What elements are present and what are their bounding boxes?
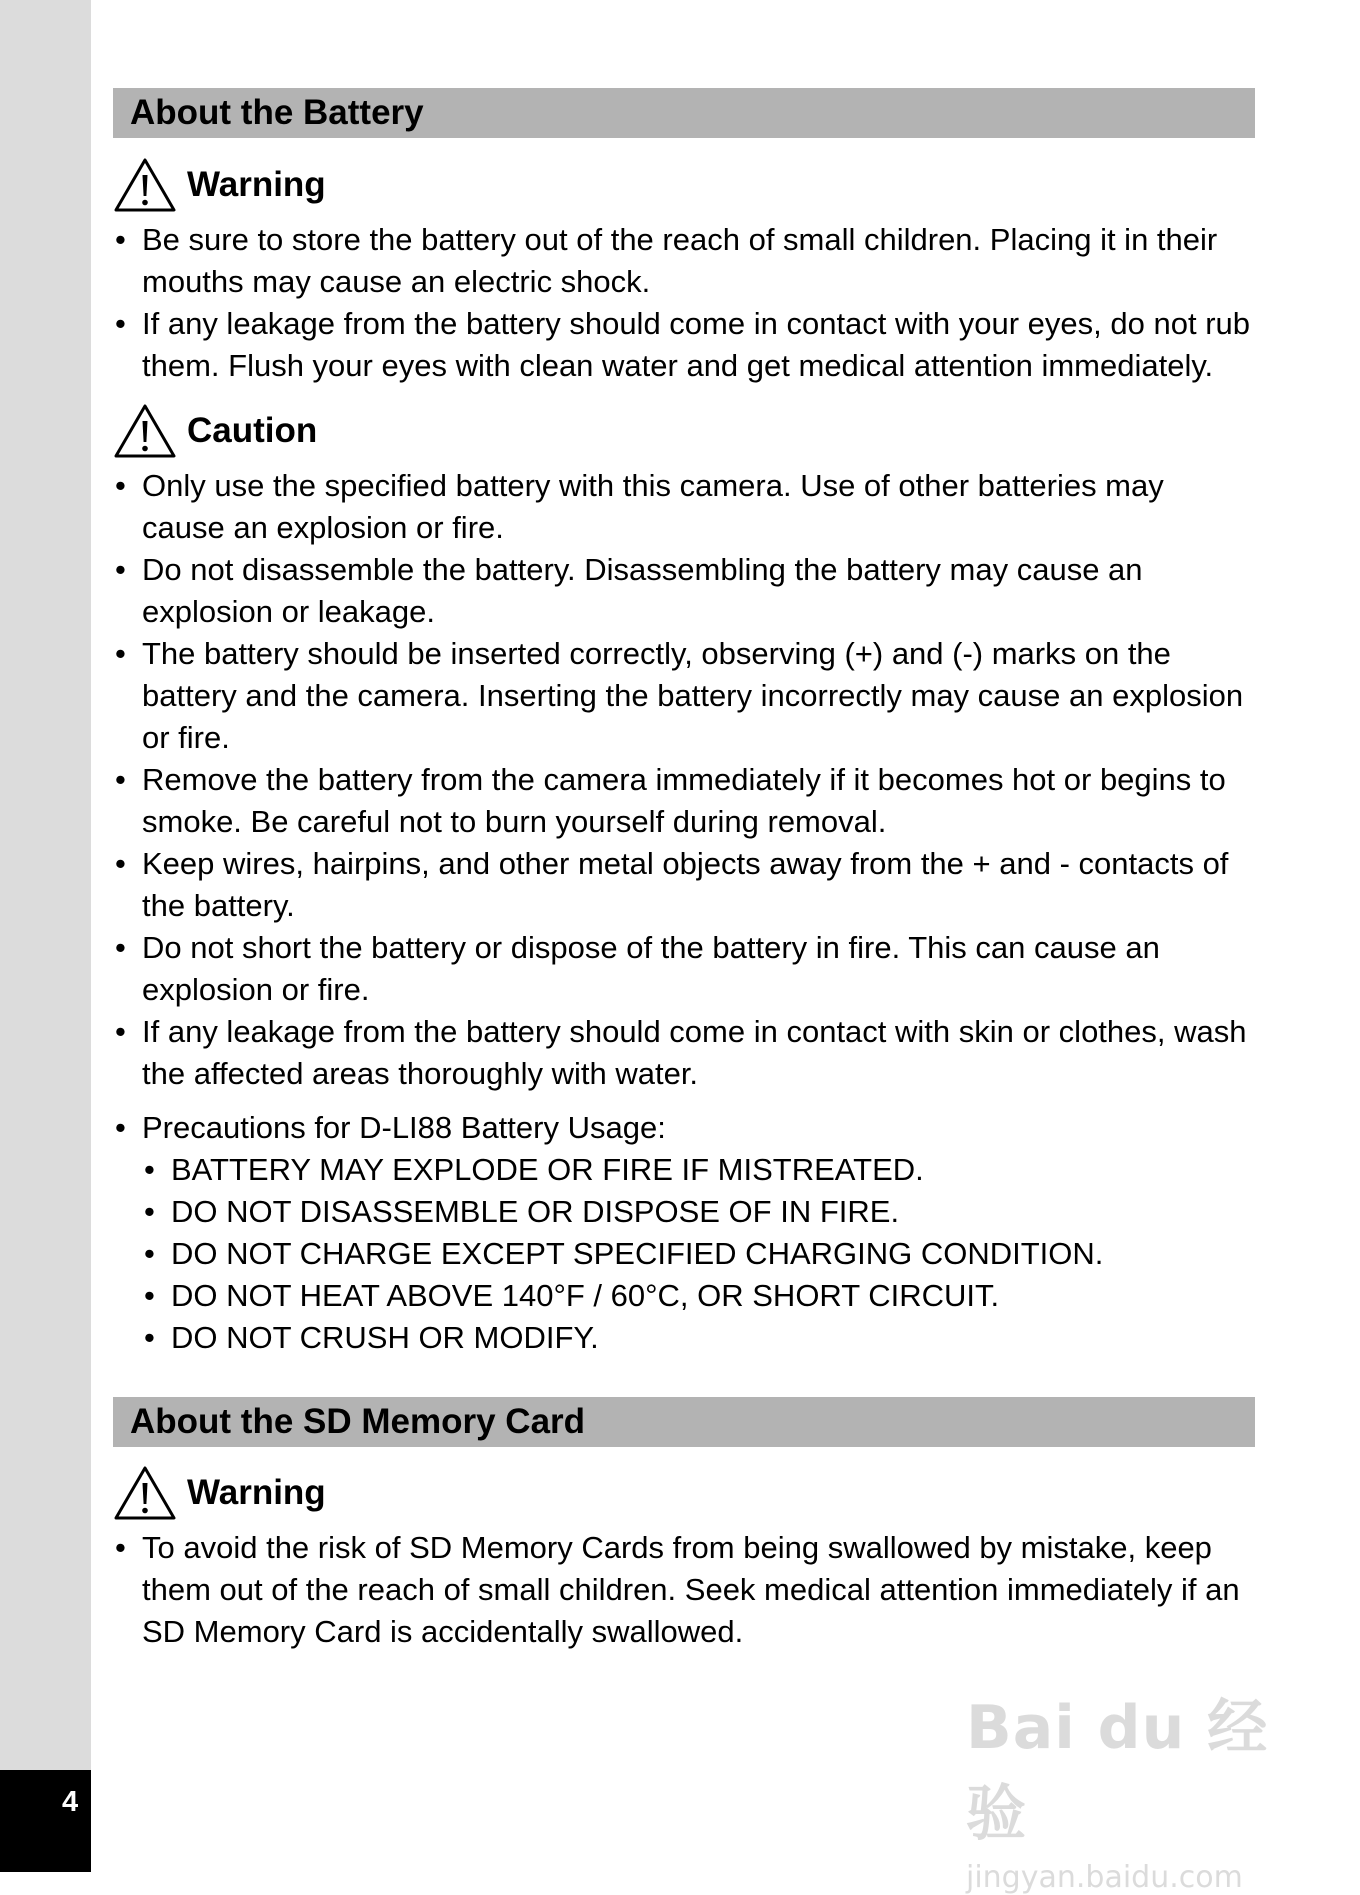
sd-card-warning-heading (113, 1463, 1255, 1523)
precautions-intro: Precautions for D-LI88 Battery Usage: (142, 1110, 666, 1145)
sd-card-section-header (113, 1397, 1255, 1447)
list-item: • Be sure to store the battery out of the reach of small children. Placing it in their mouths may cause an electric shock. (113, 219, 1255, 303)
list-item: • To avoid the risk of SD Memory Cards from being swallowed by mistake, keep them out of the reach of small children. Seek medical attention immediately if an SD Memory Card is accidentally swallowed. (113, 1527, 1255, 1653)
list-item: • DO NOT CRUSH OR MODIFY. (142, 1317, 1255, 1359)
list-item: • DO NOT HEAT ABOVE 140°F / 60°C, OR SHORT CIRCUIT. (142, 1275, 1255, 1317)
battery-precautions (113, 1107, 1255, 1359)
sd-card-warning-list (113, 1527, 1255, 1653)
page-content (113, 88, 1255, 1653)
warning-triangle-icon (113, 1465, 177, 1521)
sd-card-section-title: About the SD Memory Card (130, 1402, 586, 1441)
list-item: • Keep wires, hairpins, and other metal objects away from the + and - contacts of the battery. (113, 843, 1255, 927)
list-item: • If any leakage from the battery should come in contact with your eyes, do not rub them. Flush your eyes with clean water and get medical attention immediately. (113, 303, 1255, 387)
baidu-watermark (966, 1680, 1296, 1895)
list-item: • DO NOT DISASSEMBLE OR DISPOSE OF IN FIRE. (142, 1191, 1255, 1233)
battery-caution-list (113, 465, 1255, 1095)
battery-caution-heading (113, 401, 1255, 461)
list-item: • Do not short the battery or dispose of the battery in fire. This can cause an explosion or fire. (113, 927, 1255, 1011)
list-item: • If any leakage from the battery should come in contact with skin or clothes, wash the affected areas thoroughly with water. (113, 1011, 1255, 1095)
sd-card-warning-title: Warning (187, 1473, 326, 1512)
battery-warning-heading (113, 155, 1255, 215)
battery-caution-title: Caution (187, 411, 318, 450)
list-item: • BATTERY MAY EXPLODE OR FIRE IF MISTREATED. (142, 1149, 1255, 1191)
warning-triangle-icon (113, 157, 177, 213)
list-item: • Only use the specified battery with this camera. Use of other batteries may cause an explosion or fire. (113, 465, 1255, 549)
list-item: • Remove the battery from the camera immediately if it becomes hot or begins to smoke. Be careful not to burn yourself during removal. (113, 759, 1255, 843)
watermark-url: jingyan.baidu.com (966, 1860, 1243, 1895)
battery-section-header (113, 88, 1255, 138)
battery-warning-title: Warning (187, 165, 326, 204)
list-item (113, 1107, 1255, 1359)
list-item: • The battery should be inserted correctly, observing (+) and (-) marks on the battery and the camera. Inserting the battery incorrectly may cause an explosion or fire. (113, 633, 1255, 759)
warning-triangle-icon (113, 403, 177, 459)
battery-warning-list (113, 219, 1255, 387)
battery-section-title: About the Battery (130, 93, 424, 132)
list-item: • DO NOT CHARGE EXCEPT SPECIFIED CHARGING CONDITION. (142, 1233, 1255, 1275)
list-item: • Do not disassemble the battery. Disassembling the battery may cause an explosion or leakage. (113, 549, 1255, 633)
left-margin-band (0, 0, 91, 1872)
watermark-logo: Bai du 经验 (966, 1693, 1269, 1849)
precautions-list (142, 1149, 1255, 1359)
page-number: 4 (62, 1786, 79, 1818)
